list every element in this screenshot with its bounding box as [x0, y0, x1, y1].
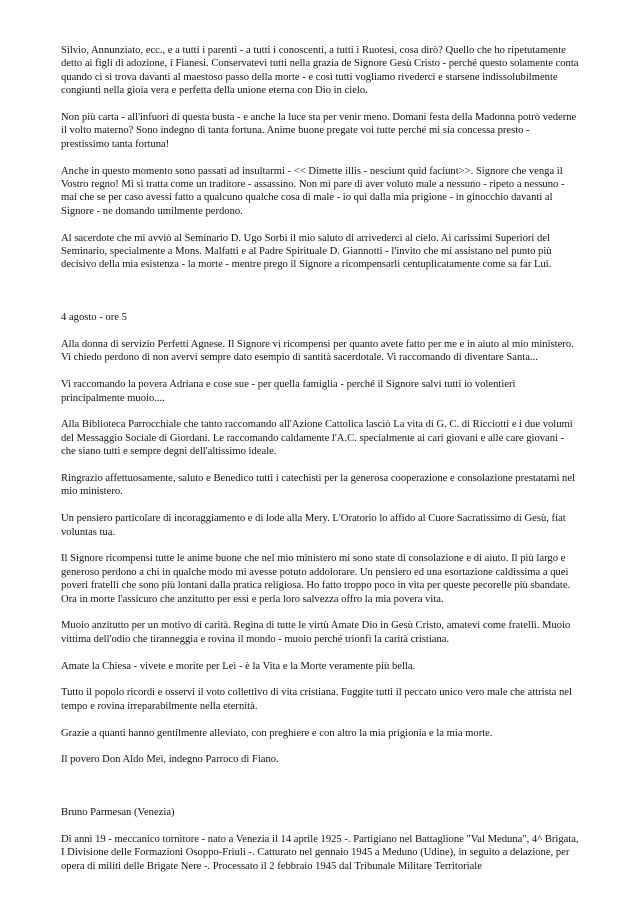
paragraph: Vi raccomando la povera Adriana e cose sue - per quella famiglia - perché il Signore salvi tutti io volentieri principalmente muoio.... [61, 379, 516, 404]
paragraph: Ringrazio affettuosamente, saluto e Benedico tutti i catechisti per la generosa cooperazione e consolazione prestatami nel mio ministero. [61, 473, 575, 498]
paragraph: Muoio anzitutto per un motivo di carità. Regina di tutte le virtù Amate Dio in Gesù Cristo, amatevi come fratelli. Muoio vittima dell'odio che tiranneggia e rovina il mondo - muoio perché trionfi la carità cristiana. [61, 620, 571, 645]
paragraph: Alla donna di servizio Perfetti Agnese. Il Signore vi ricompensi per quanto avete fatto per me e in aiuto al mio ministero. Vi chiedo perdono di non avervi sempre dato esempio di santità sacerdotale. Vi raccomando di diventare Santa... [61, 339, 574, 364]
document-page [61, 44, 579, 887]
paragraph: Il Signore ricompensi tutte le anime buone che nel mio ministero mi sono state di consolazione e di aiuto. Il più largo e generoso perdono a chi in qualche modo mi avesse potuto addolorare. Un pensiero ed una esortazione caldissima a quei poveri fratelli che sono più lontani dalla pratica religiosa. Ho fatto troppo poco in vita per queste pecorelle più sbandate. Ora in morte l'assicuro che anzitutto per essi e perla loro salvezza offro la mia povera vita. [61, 553, 571, 605]
paragraph: Al sacerdote che mi avviò al Seminario D. Ugo Sorbi il mio saluto di arrivederci al cielo. Ai carissimi Superiori del Seminario, specialmente a Mons. Malfatti e al Padre Spirituale D. Giannotti - l'invito che mi assistano nel punto più decisivo della mia esistenza - la morte - mentre prego il Signore a ricompensarli centuplicatamente come sa far Lui. [61, 232, 552, 271]
section-spacer [61, 780, 579, 806]
section-date-heading: 4 agosto - ore 5 [61, 312, 127, 324]
paragraph: Amate la Chiesa - vivete e morite per Lei - è la Vita e la Morte veramente più bella. [61, 660, 416, 672]
paragraph: Anche in questo momento sono passati ad insultarmi - << Dimette illis - nesciunt quid faciunt>>. Signore che venga il Vostro regno! Mi si tratta come un traditore - assassino. Non mi pare di aver voluto male a nessuno - ripeto a nessuno - mai che se per caso avessi fatto a qualcuno qualche cosa di male - io qui dalla mia prigione - in ginocchio davanti al Signore - ne domando umilmente perdono. [61, 165, 565, 217]
person-bio: Di anni 19 - meccanico tornitore - nato a Venezia il 14 aprile 1925 -. Partigiano nel Battaglione "Val Meduna", 4^ Brigata, I Divisione delle Formazioni Osoppo-Friuli -. Catturato nel gennaio 1945 a Meduno (Udine), in seguito a delazione, per opera di militi delle Brigate Nere -. Processato il 2 febbraio 1945 dal Tribunale Militare Territoriale [61, 834, 579, 872]
paragraph: Tutto il popolo ricordi e osservi il voto collettivo di vita cristiana. Fuggite tutti il peccato unico vero male che attrista nel tempo e rovina irreparabilmente nella eternità. [61, 687, 572, 712]
paragraph: Grazie a quanti hanno gentilmente alleviato, con preghiere e con altro la mia prigionia e la mia morte. [61, 727, 493, 739]
paragraph: Un pensiero particolare di incoraggiamento e di lode alla Mery. L'Oratorio lo affido al Cuore Sacratissimo di Gesù, fiat voluntas tua. [61, 513, 566, 538]
person-heading: Bruno Parmesan (Venezia) [61, 807, 175, 819]
paragraph: Silvio, Annunziato, ecc., e a tutti i parenti - a tutti i conoscenti, a tutti i Ruotesi, cosa dirò? Quello che ho ripetutamente detto ai figli di adozione, i Fianesi. Conservatevi tutti nella grazia de Signore Gesù Cristo - perché questo solamente conta quando ci si trova davanti al maestoso passo della morte - e così tutti vogliamo rivederci e starsene indissolubilmente congiunti nella gioia vera e perfetta della unione eterna con Dio in cielo. [61, 45, 579, 97]
paragraph: Non più carta - all'infuori di questa busta - e anche la luce sta per venir meno. Domani festa della Madonna potrò vederne il volto materno? Sono indegno di tanta fortuna. Anime buone pregate voi tutte perché mi sia concessa presto - prestissimo tanta fortuna! [61, 112, 577, 150]
signature-line: Il povero Don Aldo Mei, indegno Parroco di Fiano. [61, 754, 279, 766]
paragraph: Alla Biblioteca Parrocchiale che tanto raccomando all'Azione Cattolica lasciò La vita di G. C. di Ricciotti e i due volumi del Messaggio Sociale di Giordani. Le raccomando caldamente l'A.C. specialmente ai cari giovani e alle care giovani - che siano tutti e sempre degni dell'altissimo ideale. [61, 419, 573, 458]
section-spacer [61, 285, 579, 311]
